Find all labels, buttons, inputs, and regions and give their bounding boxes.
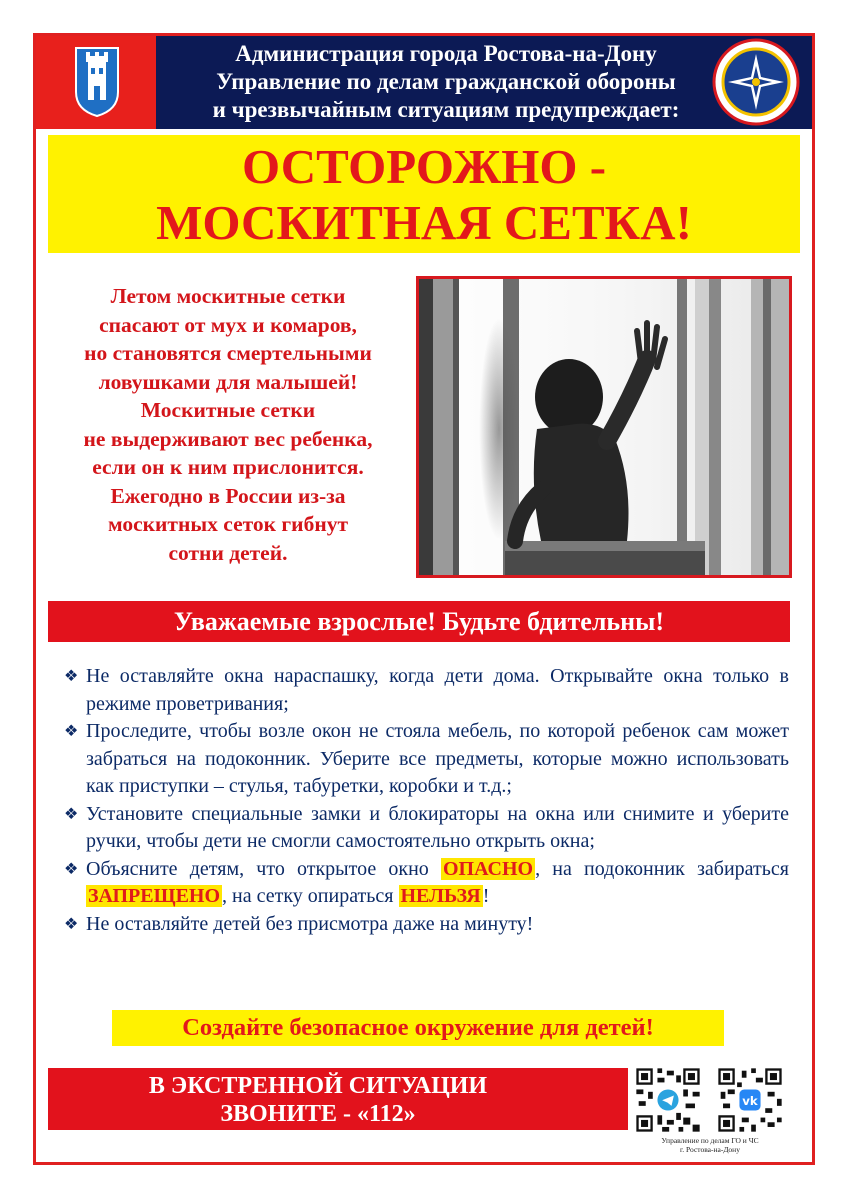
coat-of-arms-icon <box>74 46 120 118</box>
emergency-text <box>108 1072 528 1128</box>
warning-line-1: ОСТОРОЖНО - <box>241 139 607 194</box>
intro-line: Ежегодно в России из-за <box>110 483 346 508</box>
rule-text: Установите специальные замки и блокираторы на окна или снимите и уберите ручки, чтобы дети не смогли самостоятельно открыть окна; <box>86 802 789 852</box>
child-at-window-photo <box>416 276 792 578</box>
rule-text: Не оставляйте детей без присмотра даже на минуту! <box>86 912 534 935</box>
header-line-1: Администрация города Ростова-на-Дону <box>235 41 657 66</box>
qr-caption-line-2: г. Ростова-на-Дону <box>680 1145 740 1154</box>
highlight-dangerous: ОПАСНО <box>442 857 534 880</box>
intro-line: Летом москитные сетки <box>110 284 346 308</box>
intro-text <box>48 282 408 567</box>
qr-code-vk[interactable] <box>716 1066 784 1134</box>
diamond-bullet-icon: ❖ <box>64 915 79 933</box>
header-line-2: Управление по делам гражданской обороны <box>216 69 676 94</box>
highlight-forbidden: ЗАПРЕЩЕНО <box>88 885 221 907</box>
qr-caption-line-1: Управление по делам ГО и ЧС <box>661 1136 759 1145</box>
header-text <box>156 40 736 124</box>
diamond-bullet-icon: ❖ <box>64 805 79 823</box>
list-item <box>64 663 789 718</box>
child-at-window-illustration <box>419 279 789 575</box>
rule-text: , на подоконник забираться <box>535 857 789 880</box>
attention-banner: Уважаемые взрослые! Будьте бдительны! <box>48 601 790 642</box>
list-item <box>64 856 789 911</box>
diamond-bullet-icon: ❖ <box>64 723 79 740</box>
rule-text: ! <box>482 885 490 907</box>
intro-line: ловушками для малышей! <box>98 369 358 394</box>
intro-line: не выдерживают вес ребенка, <box>83 426 373 451</box>
intro-line: сотни детей. <box>168 540 288 565</box>
header-red-panel <box>36 36 156 129</box>
safety-rules-list <box>64 663 789 938</box>
highlight-not-allowed: НЕЛЬЗЯ <box>400 885 481 907</box>
intro-line: но становятся смертельными <box>84 341 372 365</box>
list-item <box>64 801 789 856</box>
qr-code-telegram[interactable] <box>634 1066 702 1134</box>
header <box>36 36 812 129</box>
intro-line: Москитные сетки <box>140 398 316 422</box>
diamond-bullet-icon: ❖ <box>64 860 79 878</box>
qr-codes <box>628 1062 792 1156</box>
intro-line: спасают от мух и комаров, <box>99 312 357 337</box>
emergency-line-1: В ЭКСТРЕННОЙ СИТУАЦИИ <box>148 1073 488 1099</box>
intro-line: москитных сеток гибнут <box>107 512 349 536</box>
rule-text: , на сетку опираться <box>222 885 399 907</box>
rule-text: Не оставляйте окна нараспашку, когда дети дома. Открывайте окна только в режиме проветривания; <box>86 665 789 715</box>
intro-line: если он к ним прислонится. <box>92 455 364 479</box>
svg-text:vk: vk <box>742 1093 758 1108</box>
warning-line-2: МОСКИТНАЯ СЕТКА! <box>156 195 692 250</box>
rule-text: Объясните детям, что открытое окно <box>86 857 441 880</box>
warning-title <box>48 135 800 253</box>
diamond-bullet-icon: ❖ <box>64 668 79 685</box>
civil-defense-emblem-icon <box>712 38 800 126</box>
qr-caption <box>632 1136 788 1154</box>
rule-text: Проследите, чтобы возле окон не стояла мебель, по которой ребенок сам может забраться на подоконник. Уберите все предметы, которые можно использовать как приступки – стулья, табуретки, коробки и т.д.; <box>86 720 789 797</box>
emergency-line-2: ЗВОНИТЕ - «112» <box>220 1101 416 1127</box>
list-item <box>64 718 789 801</box>
header-line-3: и чрезвычайным ситуациям предупреждает: <box>212 97 680 122</box>
list-item <box>64 911 789 939</box>
safety-slogan: Создайте безопасное окружение для детей! <box>112 1010 724 1046</box>
